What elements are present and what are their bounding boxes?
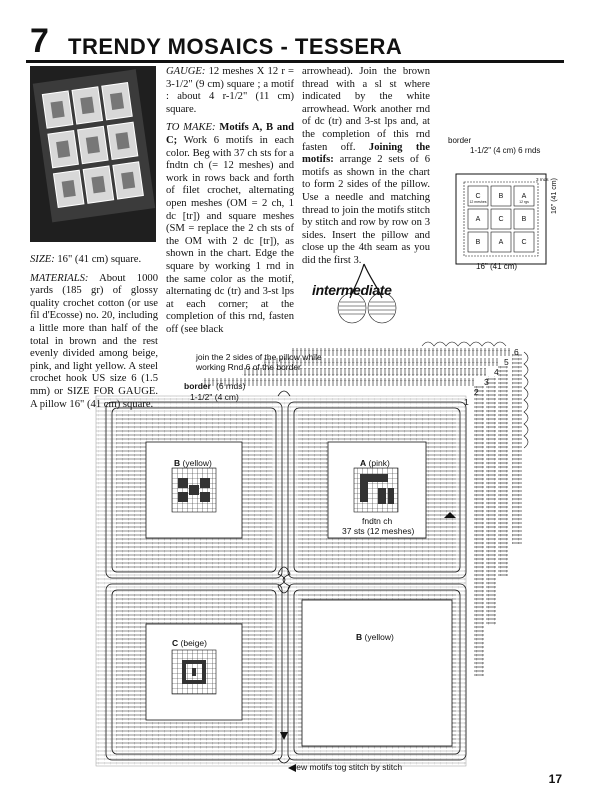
motif-c-label: C (beige) <box>172 638 207 648</box>
joining-label: Joining the motifs: <box>302 141 430 166</box>
page-number: 17 <box>548 772 562 786</box>
cell-label: C <box>498 216 504 223</box>
join-note-line1: join the 2 sides of the pillow while <box>196 352 322 362</box>
size-label: SIZE: <box>30 254 55 265</box>
cell-label: B <box>475 239 481 246</box>
gauge-text: 12 meshes X 12 r = 3-1/2" (9 cm) square ; a motif : about 4 r-1/2" (11 cm) square. <box>166 66 294 115</box>
cell-note: 12 meshes <box>469 200 487 204</box>
text-column-2 <box>166 66 294 342</box>
pillow-photo <box>30 66 156 242</box>
cell-label: B <box>498 193 504 200</box>
cell-label: A <box>521 193 527 200</box>
cell-label: C <box>475 193 481 200</box>
layout-diagram <box>452 160 562 272</box>
cell-label: A <box>475 216 481 223</box>
join-note-line2: working Rnd 6 of the border <box>196 362 301 372</box>
sew-label: sew motifs tog stitch by stitch <box>292 762 403 772</box>
rnd-number: 5 <box>504 357 509 367</box>
cell-note: 12 rgs <box>519 200 529 204</box>
header-rule <box>26 60 564 63</box>
size-paragraph <box>30 254 158 267</box>
fndtn-label: fndtn ch <box>362 516 393 526</box>
tomake-text: Work 6 motifs in each color. Beg with 37 ch sts for a fndtn ch (= 12 meshes) and work in rows back and forth of filet crochet, alternating open meshes (OM = 2 ch, 1 dc [tr]) and square meshes (SM = replace the 2 ch sts of the OM with 2 dc [tr]), as shown in the chart. Edge the square by working 1 rnd in the same color as the motif, alternating dc (tr) and 3-st lps at each corner; at the completion of this rnd, fasten off (see black <box>166 134 294 335</box>
layout-width-label: 16" (41 cm) <box>476 262 518 271</box>
difficulty-badge: intermediate <box>312 282 392 298</box>
tomake-label: TO MAKE: <box>166 122 216 134</box>
rnd-number: 2 <box>474 387 479 397</box>
rnd-number: 4 <box>494 367 499 377</box>
cell-label: B <box>521 216 527 223</box>
sts-label: 37 sts (12 meshes) <box>342 526 415 536</box>
cell-label: C <box>521 239 527 246</box>
text-column-3 <box>302 66 430 274</box>
rnd-number: 1 <box>464 397 469 407</box>
tomake-paragraph <box>166 122 294 336</box>
gauge-label: GAUGE: <box>166 66 206 77</box>
motif-b-label: B (yellow) <box>174 458 212 468</box>
rnds-label: 3 rnds <box>536 177 549 182</box>
joining-text: arrange 2 sets of 6 motifs as shown in the chart to form 2 sides of the pillow. Use a needle and matching thread to join the motifs stitch by stitch and row by row on 3 sides. Insert the pillow and close up the 4th seam as you did the first 3. <box>302 154 430 266</box>
materials-text: About 1000 yards (185 gr) of glossy quality crochet cotton (or use fil d'Ecosse) no. 20, including a little more than half of the total in brown and the rest evenly divided among beige, pink, and light yellow. A steel crochet hook US size 6 (1.5 mm) or SIZE FOR GAUGE. A pillow 16" (41 cm) square. <box>30 272 158 410</box>
cherry-icon <box>316 258 434 338</box>
size-text: 16" (41 cm) square. <box>54 254 142 265</box>
page-title: TRENDY MOSAICS - TESSERA <box>68 34 403 59</box>
joining-paragraph <box>302 66 430 268</box>
motifs-label: Motifs A, B and C; <box>166 122 294 146</box>
cell-label: A <box>498 239 504 246</box>
materials-label: MATERIALS: <box>30 272 89 284</box>
arrowhead-text: arrowhead). Join the brown thread with a sl st where indicated by the white arrowhead. Work another rnd of dc (tr) and 3-st lps and, at the completion of this rnd fasten off. <box>302 66 430 153</box>
rnd-number: 6 <box>514 347 519 357</box>
chart-border-rnds: (6 rnds) <box>216 381 246 391</box>
rnd-number: 3 <box>484 377 489 387</box>
layout-border-label: border <box>448 136 472 145</box>
motif-a-label: A (pink) <box>360 458 390 468</box>
crochet-chart <box>92 338 552 772</box>
chart-border-label: border <box>184 381 211 391</box>
gauge-paragraph <box>166 66 294 116</box>
chapter-number: 7 <box>30 22 49 60</box>
height-label: 16" (41 cm) <box>551 178 558 214</box>
chart-border-size: 1-1/2" (4 cm) <box>190 392 239 402</box>
motif-b2-label: B (yellow) <box>356 632 394 642</box>
layout-border-size: 1-1/2" (4 cm) 6 rnds <box>470 146 541 155</box>
